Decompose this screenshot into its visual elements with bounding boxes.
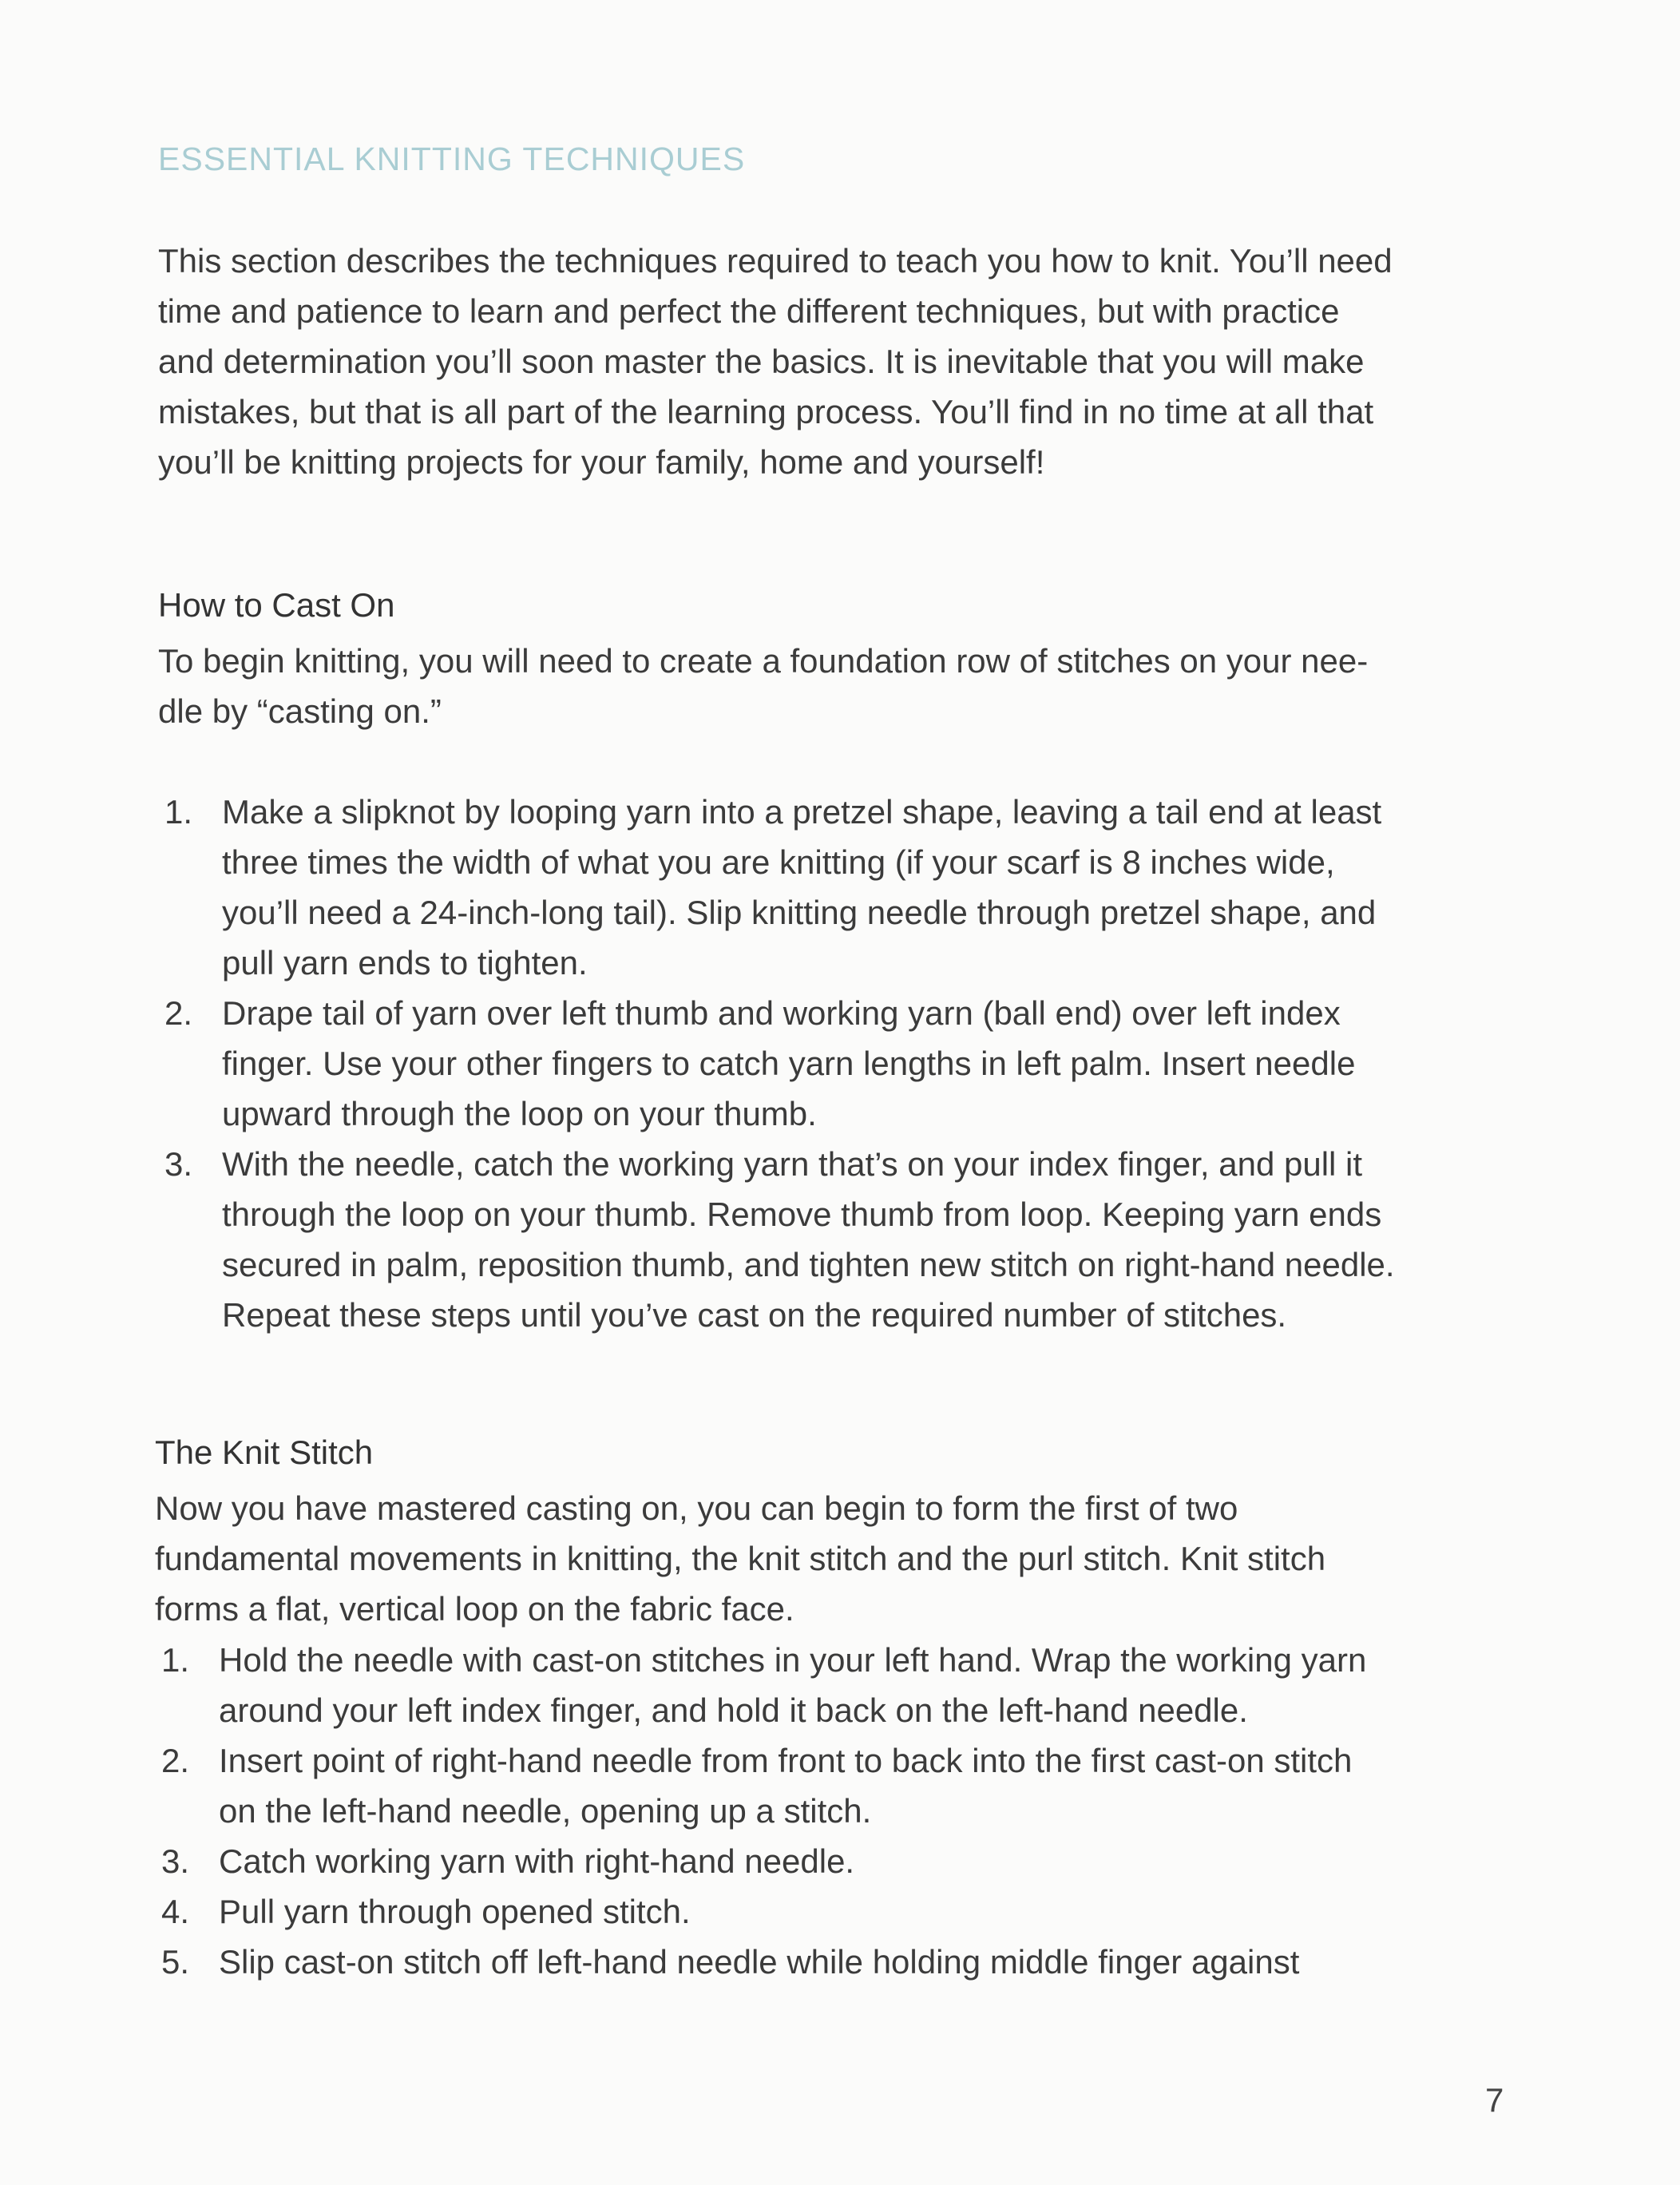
step-text (222, 787, 1395, 988)
step-line: secured in palm, reposition thumb, and tighten new stitch on right-hand needle. (222, 1246, 1395, 1283)
step-line: Pull yarn through opened stitch. (219, 1893, 691, 1930)
step-number: 3. (161, 1842, 190, 1880)
cast-on-intro-line: To begin knitting, you will need to create a foundation row of stitches on your nee- (158, 642, 1369, 680)
step-line: pull yarn ends to tighten. (222, 944, 588, 981)
step-line: Insert point of right-hand needle from front to back into the first cast-on stitch (219, 1742, 1353, 1779)
step-number: 2. (161, 1742, 190, 1779)
step-line: Slip cast-on stitch off left-hand needle while holding middle finger against (219, 1943, 1300, 1981)
step-line: upward through the loop on your thumb. (222, 1095, 817, 1132)
step-text (219, 1735, 1366, 1836)
step-line: you’ll need a 24-inch-long tail). Slip knitting needle through pretzel shape, and (222, 894, 1377, 931)
list-item (161, 1937, 1366, 1987)
section-header: ESSENTIAL KNITTING TECHNIQUES (158, 141, 746, 177)
cast-on-steps (164, 787, 1395, 1340)
step-text (219, 1937, 1366, 1987)
cast-on-intro-line: dle by “casting on.” (158, 692, 442, 730)
page-number: 7 (1485, 2081, 1504, 2119)
step-line: Catch working yarn with right-hand needle. (219, 1842, 855, 1880)
step-number: 5. (161, 1943, 190, 1981)
intro-line: and determination you’ll soon master the basics. It is inevitable that you will make (158, 343, 1365, 380)
step-text (222, 988, 1395, 1139)
knit-intro-line: forms a flat, vertical loop on the fabric face. (155, 1590, 794, 1628)
step-line: Make a slipknot by looping yarn into a pretzel shape, leaving a tail end at least (222, 793, 1382, 831)
step-line: Hold the needle with cast-on stitches in your left hand. Wrap the working yarn (219, 1641, 1367, 1679)
step-line: Repeat these steps until you’ve cast on the required number of stitches. (222, 1296, 1287, 1334)
list-item (161, 1886, 1366, 1937)
step-line: three times the width of what you are knitting (if your scarf is 8 inches wide, (222, 843, 1335, 881)
intro-line: This section describes the techniques required to teach you how to knit. You’ll need (158, 242, 1393, 280)
cast-on-intro (158, 636, 1368, 736)
list-item (164, 988, 1395, 1139)
step-line: With the needle, catch the working yarn that’s on your index finger, and pull it (222, 1145, 1363, 1183)
step-line: through the loop on your thumb. Remove thumb from loop. Keeping yarn ends (222, 1196, 1382, 1233)
step-line: on the left-hand needle, opening up a stitch. (219, 1792, 872, 1830)
intro-line: you’ll be knitting projects for your family, home and yourself! (158, 443, 1045, 481)
step-line: around your left index finger, and hold it back on the left-hand needle. (219, 1691, 1248, 1729)
intro-line: mistakes, but that is all part of the learning process. You’ll find in no time at all that (158, 393, 1374, 430)
list-item (164, 1139, 1395, 1340)
list-item (161, 1735, 1366, 1836)
step-line: Drape tail of yarn over left thumb and working yarn (ball end) over left index (222, 994, 1341, 1032)
step-number: 1. (164, 793, 193, 831)
intro-line: time and patience to learn and perfect the different techniques, but with practice (158, 292, 1340, 330)
knit-intro-line: Now you have mastered casting on, you can begin to form the first of two (155, 1489, 1238, 1527)
step-text (219, 1635, 1366, 1735)
step-line: finger. Use your other fingers to catch yarn lengths in left palm. Insert needle (222, 1045, 1356, 1082)
step-text (219, 1886, 1366, 1937)
cast-on-heading: How to Cast On (158, 586, 395, 624)
intro-paragraph (158, 236, 1393, 487)
list-item (164, 787, 1395, 988)
list-item (161, 1635, 1366, 1735)
step-text (219, 1836, 1366, 1886)
knit-intro-line: fundamental movements in knitting, the knit stitch and the purl stitch. Knit stitch (155, 1540, 1326, 1577)
knit-stitch-steps (161, 1635, 1366, 1987)
knit-stitch-intro (155, 1483, 1325, 1634)
step-number: 2. (164, 994, 193, 1032)
step-number: 4. (161, 1893, 190, 1930)
knit-stitch-heading: The Knit Stitch (155, 1434, 374, 1471)
step-number: 1. (161, 1641, 190, 1679)
list-item (161, 1836, 1366, 1886)
step-number: 3. (164, 1145, 193, 1183)
step-text (222, 1139, 1395, 1340)
